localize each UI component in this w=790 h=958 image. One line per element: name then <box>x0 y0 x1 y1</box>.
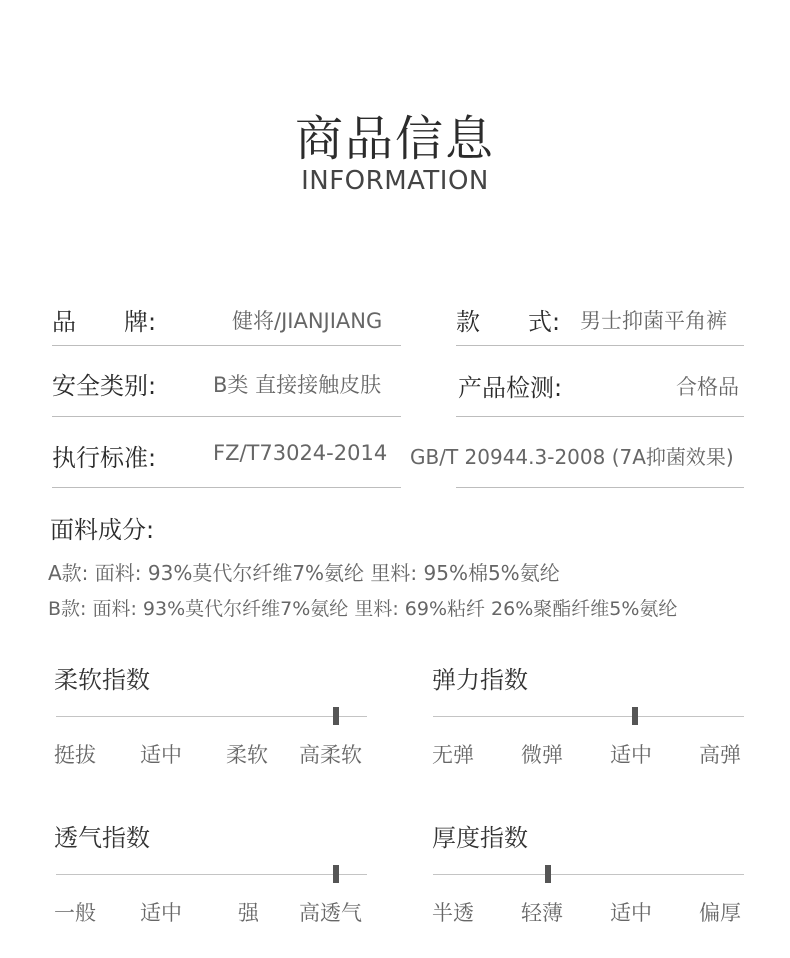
brand-label: 品 牌: <box>52 308 157 336</box>
index-option: 适中 <box>610 743 652 767</box>
index-option: 适中 <box>610 901 652 925</box>
index-option: 高弹 <box>699 743 741 767</box>
inspection-value: 合格品 <box>676 375 739 399</box>
index-title: 柔软指数 <box>54 666 150 694</box>
index-option: 强 <box>238 901 259 925</box>
index-track <box>56 716 367 717</box>
index-option: 适中 <box>140 743 182 767</box>
standard-value-1: FZ/T73024-2014 <box>213 441 388 465</box>
index-option: 一般 <box>54 901 96 925</box>
standard-value-2: GB/T 20944.3-2008 (7A抑菌效果) <box>410 445 734 469</box>
index-option: 柔软 <box>226 743 268 767</box>
index-option: 微弹 <box>521 743 563 767</box>
index-marker <box>333 707 339 725</box>
fabric-line-b: B款: 面料: 93%莫代尔纤维7%氨纶 里料: 69%粘纤 26%聚酯纤维5%氨纶 <box>48 598 678 620</box>
index-title: 厚度指数 <box>432 824 528 852</box>
index-track <box>56 874 367 875</box>
index-option: 无弹 <box>432 743 474 767</box>
page-title-en: INFORMATION <box>301 166 489 196</box>
page-title-cn: 商品信息 <box>294 111 495 167</box>
safety-value: B类 直接接触皮肤 <box>213 373 382 397</box>
divider <box>52 416 401 417</box>
index-option: 适中 <box>140 901 182 925</box>
divider <box>52 345 401 346</box>
index-marker <box>545 865 551 883</box>
style-label: 款 式: <box>456 308 561 336</box>
index-title: 透气指数 <box>54 824 150 852</box>
safety-label: 安全类别: <box>52 372 157 400</box>
inspection-label: 产品检测: <box>458 374 563 402</box>
fabric-line-a: A款: 面料: 93%莫代尔纤维7%氨纶 里料: 95%棉5%氨纶 <box>48 561 560 585</box>
index-track <box>433 874 744 875</box>
divider <box>456 345 744 346</box>
index-option: 偏厚 <box>699 901 741 925</box>
index-marker <box>333 865 339 883</box>
index-track <box>433 716 744 717</box>
index-title: 弹力指数 <box>432 666 528 694</box>
standard-label: 执行标准: <box>52 444 157 472</box>
index-option: 高透气 <box>299 901 362 925</box>
index-marker <box>632 707 638 725</box>
index-option: 挺拔 <box>54 743 96 767</box>
style-value: 男士抑菌平角裤 <box>580 309 727 333</box>
fabric-title: 面料成分: <box>50 516 155 544</box>
divider <box>52 487 401 488</box>
divider <box>456 487 744 488</box>
index-option: 高柔软 <box>299 743 362 767</box>
brand-value: 健将/JIANJIANG <box>232 309 383 333</box>
index-option: 轻薄 <box>521 901 563 925</box>
divider <box>456 416 744 417</box>
index-option: 半透 <box>432 901 474 925</box>
